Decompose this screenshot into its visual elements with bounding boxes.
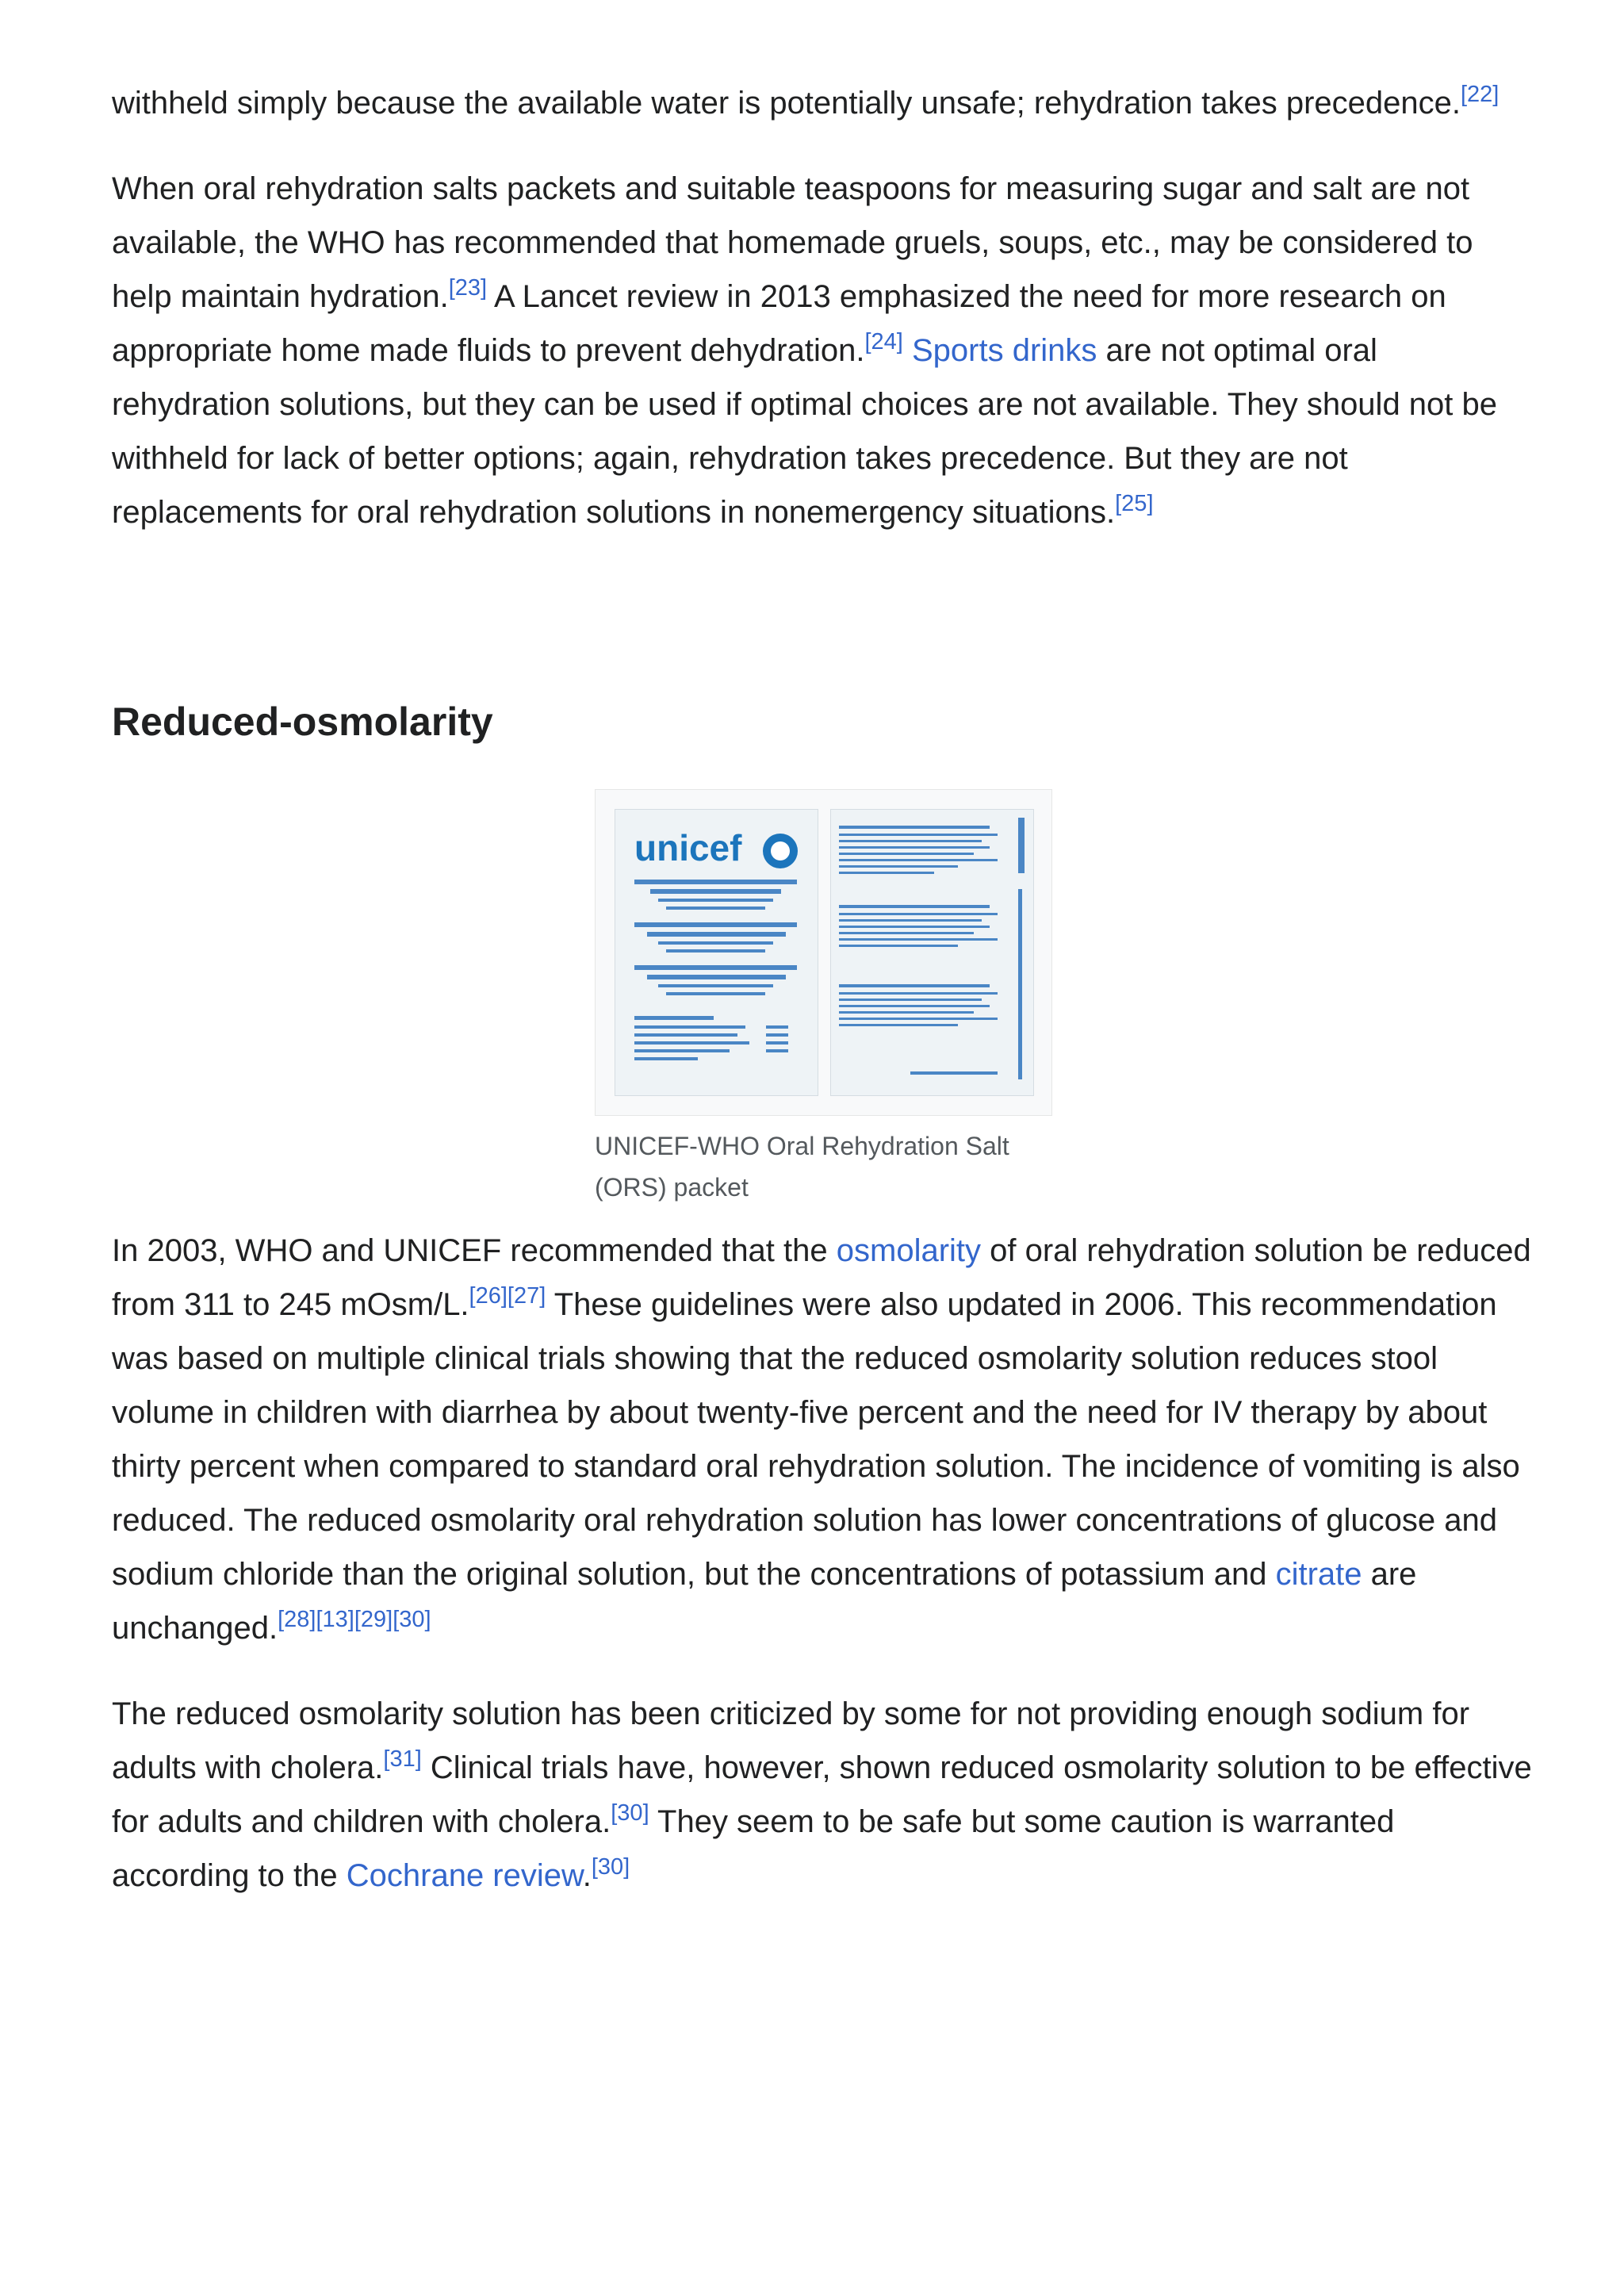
citation-27[interactable]: [27] bbox=[507, 1283, 546, 1309]
sports-drinks-link[interactable]: Sports drinks bbox=[911, 333, 1097, 368]
ors-packet-figure bbox=[595, 789, 1051, 1208]
ors-packet-image[interactable] bbox=[595, 789, 1052, 1116]
citation-28[interactable]: [28] bbox=[278, 1607, 316, 1632]
paragraph-text: withheld simply because the available water is potentially unsafe; rehydration takes precedence. bbox=[112, 86, 1461, 121]
cochrane-review-link[interactable]: Cochrane review bbox=[346, 1858, 583, 1893]
citation-24[interactable]: [24] bbox=[864, 329, 903, 355]
paragraph-homemade-fluids bbox=[112, 162, 1539, 539]
paragraph-text: are unchanged. bbox=[112, 1557, 1417, 1646]
citation-30[interactable]: [30] bbox=[611, 1800, 649, 1826]
paragraph-text: . bbox=[582, 1858, 592, 1893]
citation-22[interactable]: [22] bbox=[1460, 82, 1500, 107]
citation-25[interactable]: [25] bbox=[1115, 491, 1154, 516]
citation-23[interactable]: [23] bbox=[448, 275, 488, 301]
paragraph-text: are not optimal oral rehydration solutions, but they can be used if optimal choices are not available. They should not be withheld for lack of better options; again, rehydration takes precedence. But they are not replacements for oral rehydration solutions in nonemergency situations. bbox=[112, 333, 1498, 530]
citation-26[interactable]: [26] bbox=[469, 1283, 508, 1309]
citation-13[interactable]: [13] bbox=[316, 1607, 354, 1632]
paragraph-text: Clinical trials have, however, shown reduced osmolarity solution to be effective for adults and children with cholera. bbox=[112, 1750, 1532, 1839]
paragraph-text: A Lancet review in 2013 emphasized the need for more research on appropriate home made fluids to prevent dehydration. bbox=[112, 279, 1446, 368]
paragraph-text: These guidelines were also updated in 2006. This recommendation was based on multiple clinical trials showing that the reduced osmolarity solution reduces stool volume in children with diarrhea by about twenty-five percent and the need for IV therapy by about thirty percent when compared to standard oral rehydration solution. The incidence of vomiting is also reduced. The reduced osmolarity oral rehydration solution has lower concentrations of glucose and sodium chloride than the original solution, but the concentrations of potassium and bbox=[112, 1287, 1520, 1592]
paragraph-cholera bbox=[112, 1687, 1539, 1903]
paragraph-withheld bbox=[112, 76, 1539, 130]
paragraph-text: of oral rehydration solution be reduced from 311 to 245 mOsm/L. bbox=[112, 1233, 1531, 1322]
paragraph-text: In 2003, WHO and UNICEF recommended that the bbox=[112, 1233, 837, 1268]
paragraph-text: They seem to be safe but some caution is warranted according to the bbox=[112, 1804, 1395, 1893]
figure-caption: UNICEF-WHO Oral Rehydration Salt (ORS) packet bbox=[595, 1132, 1009, 1202]
article-intro bbox=[112, 76, 1539, 539]
section-heading: Reduced-osmolarity bbox=[112, 700, 493, 744]
osmolarity-link[interactable]: osmolarity bbox=[836, 1233, 982, 1268]
citation-29[interactable]: [29] bbox=[354, 1607, 393, 1632]
packet-front bbox=[615, 809, 818, 1096]
paragraph-text: When oral rehydration salts packets and suitable teaspoons for measuring sugar and salt are not available, the WHO has recommended that homemade gruels, soups, etc., may be considered to help maintain hydration. bbox=[112, 171, 1473, 314]
paragraph-text: The reduced osmolarity solution has been criticized by some for not providing enough sodium for adults with cholera. bbox=[112, 1696, 1470, 1785]
citation-31[interactable]: [31] bbox=[383, 1746, 422, 1772]
paragraph-who-unicef bbox=[112, 1224, 1539, 1655]
packet-back bbox=[830, 809, 1034, 1096]
citrate-link[interactable]: citrate bbox=[1275, 1557, 1362, 1592]
unicef-logo-text: unicef bbox=[634, 827, 742, 868]
citation-30[interactable]: [30] bbox=[591, 1854, 630, 1880]
citation-30[interactable]: [30] bbox=[393, 1607, 431, 1632]
reduced-osmolarity-body bbox=[112, 1224, 1539, 1903]
